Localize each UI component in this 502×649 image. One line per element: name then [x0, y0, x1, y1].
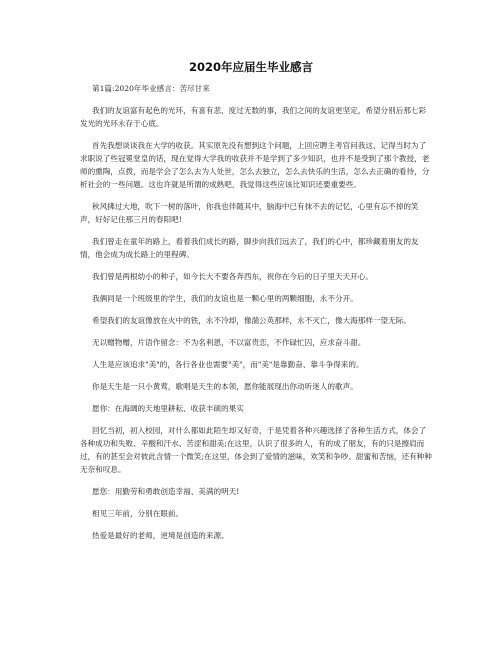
paragraph: 首先我想谈谈我在大学的收获。其实原先没有想到这个问题，上回应聘主考官问我这，记得当时为了求职说了些冠冕堂皇的话，现在觉得大学我的收获并不是学到了多少知识，也并不是受到了那个教授，老师的熏陶，点拨，而是学会了怎么去为人处世，怎么去独立，怎么去快乐的生活，怎么去正确的看待，分析社会的一些问题。这也许就是所谓的成熟吧，我觉得这些应该比知识还要重要些。 [80, 141, 430, 189]
paragraph: 秋风拂过大地，吹下一树的落叶，你我也伴随其中，脑海中已有抹不去的记忆，心里有忘不掉的笑声，好好记住那三月的春阳吧! [80, 202, 419, 224]
paragraph: 你是天生是一只小黄莺，歌唱是天生的本领，愿你能展现出你动听迷人的歌声。 [92, 382, 358, 391]
document-body [80, 82, 432, 551]
paragraph: 我们曾是两根幼小的种子，如今长大不要各奔西东，祝你在今后的日子里天天开心。 [92, 272, 373, 281]
paragraph: 人生是应该追求"美"的，各行各业也需要"美"，而"美"是靠勤奋、靠斗争得来的。 [92, 360, 364, 369]
paragraph: 希望我们的友谊像放在火中的铁，永不冷却，像湍公英那样，永不灭亡，像大海那样一望无际。 [92, 316, 411, 325]
paragraph: 回忆当初，初入校园，对什么都如此陌生却又好奇，于是凭着各种兴趣选择了各种生活方式，体会了各种成功和失败、辛酸和汗水、苦涩和甜美;在这里，认识了很多的人，有的成了朋友，有的只是擦肩而过，有的甚至会对彼此含情一个微笑;在这里，体会到了爱情的滋味，欢笑和争吵、甜蜜和苦恼，还有种种无奈和叹息。 [80, 426, 432, 474]
paragraph: 我们曾走在童年的路上，看着我们成长的路，脚步向我们远去了，我们的心中，都珍藏着朋友的友情，他会成为成长路上的里程碑。 [80, 237, 419, 259]
paragraph: 我俩同是一个班级里的学生，我们的友谊也是一颗心里的两颗细胞，永不分开。 [92, 294, 358, 303]
paragraph: 愿你：在海阔的天地里耕耘、收获丰硕的果实 [92, 404, 244, 413]
paragraph: 愿您：用勤劳和勇敢创造幸福、美满的明天! [92, 487, 240, 496]
document-title: 2020年应届生毕业感言 [188, 60, 313, 74]
paragraph: 无以赠物赠，片语作留念：不为名利恩，不以富贵恋，不作碌忙囚，应求奋斗甜。 [92, 338, 366, 347]
chapter-heading: 第1篇:2020年毕业感言：苦尽甘来 [92, 84, 210, 93]
paragraph: 我们的友谊富有起色的光环，有喜有悲，度过无数的事，我们之间的友谊更坚定，希望分别后那七彩发光的光环永存于心底。 [80, 106, 427, 128]
paragraph: 热爱是最好的老师，逆境是创造的来源。 [92, 531, 229, 540]
paragraph: 相见三年前，分别在眼前。 [92, 509, 184, 518]
